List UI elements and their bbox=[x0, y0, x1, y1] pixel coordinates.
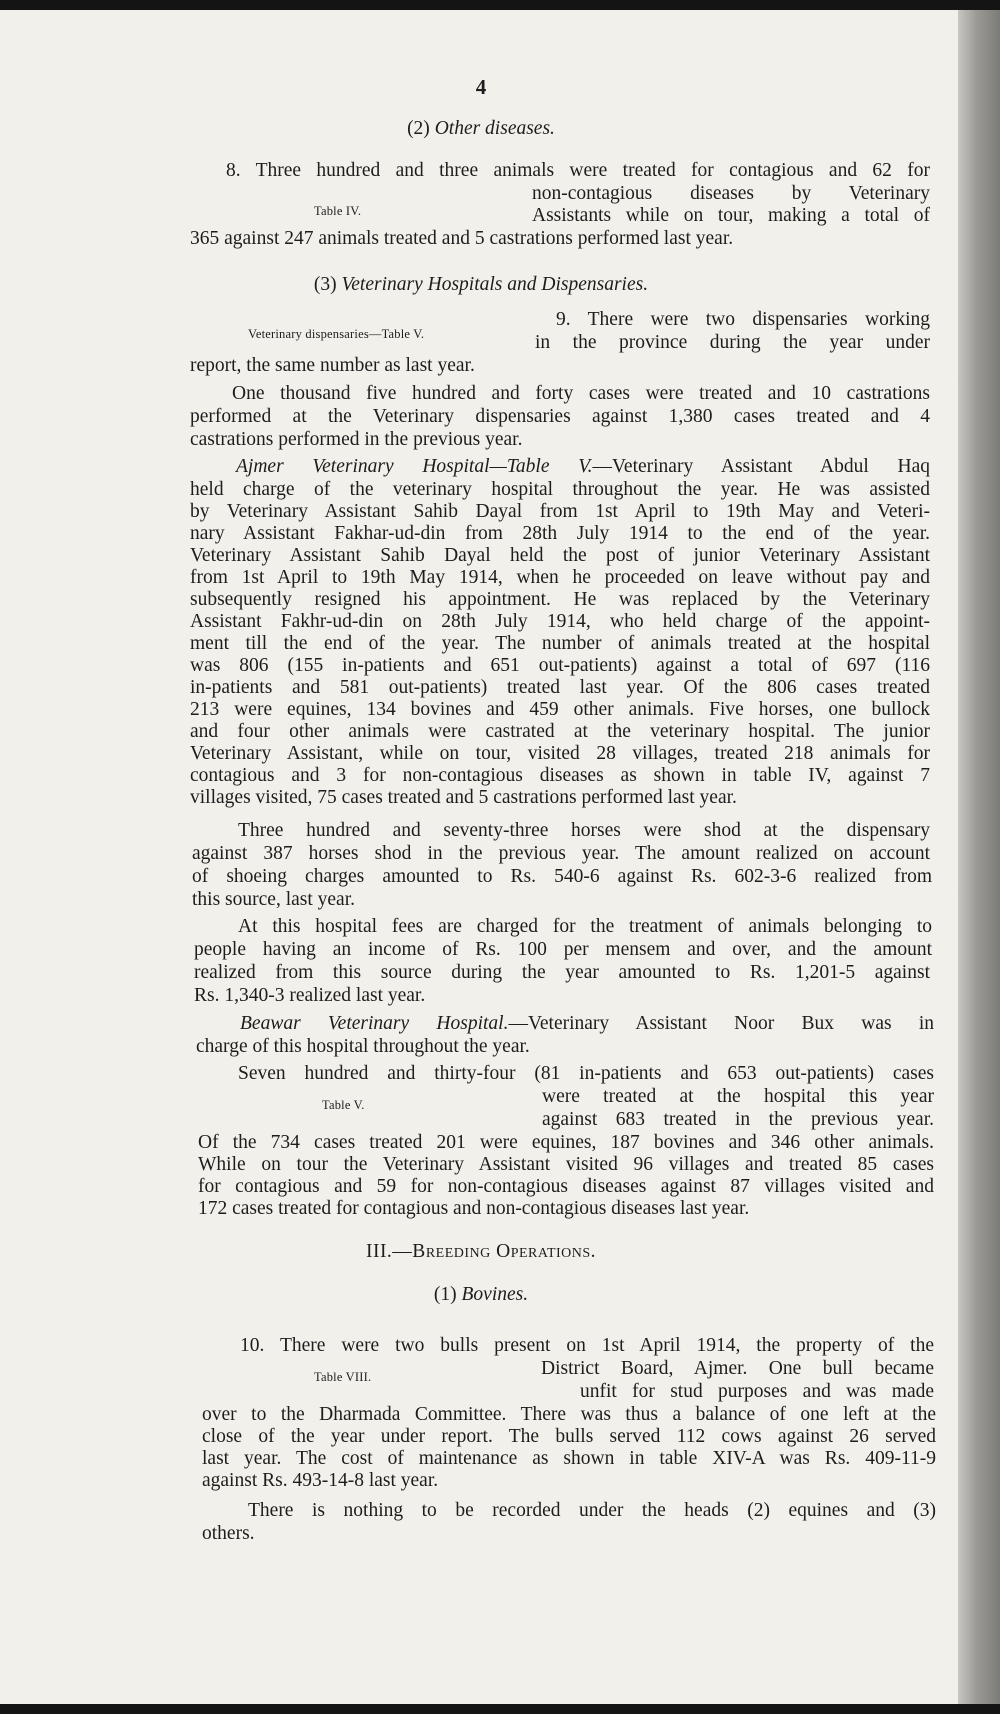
beawar-line-3: Seven hundred and thirty-four (81 in-patients and 653 out-patients) cases bbox=[238, 1063, 934, 1084]
para-10-line-3: unfit for stud purposes and was made bbox=[580, 1381, 934, 1402]
ajmer-line: contagious and 3 for non-contagious diseases as shown in table IV, against 7 bbox=[190, 765, 930, 786]
ajmer-line: Assistant Fakhr-ud-din on 28th July 1914, who held charge of the appoint- bbox=[190, 611, 930, 632]
heading-text: Veterinary Hospitals and Dispensaries. bbox=[341, 274, 649, 295]
para-8-line-1: 8. Three hundred and three animals were treated for contagious and 62 for bbox=[226, 160, 930, 181]
para-10-paragraph bbox=[202, 1404, 936, 1492]
heading-number: (1) bbox=[433, 1284, 457, 1305]
para-cases-line-1: One thousand five hundred and forty cases were treated and 10 castrations bbox=[232, 383, 930, 404]
para-10-line: against Rs. 493-14-8 last year. bbox=[202, 1470, 439, 1491]
beawar-line: While on tour the Veterinary Assistant visited 96 villages and treated 85 cases bbox=[198, 1154, 934, 1175]
para-9-line-1: 9. There were two dispensaries working bbox=[556, 309, 930, 330]
fees-line-3: realized from this source during the year amounted to Rs. 1,201-5 against bbox=[194, 962, 930, 983]
beawar-first-rest: —Veterinary Assistant Noor Bux was in bbox=[508, 1013, 934, 1034]
closing-line-1: There is nothing to be recorded under the heads (2) equines and (3) bbox=[248, 1500, 936, 1521]
shoeing-line-3: of shoeing charges amounted to Rs. 540-6 against Rs. 602-3-6 realized from bbox=[192, 866, 932, 887]
beawar-line: for contagious and 59 for non-contagious diseases against 87 villages visited and bbox=[198, 1176, 934, 1197]
ajmer-line: and four other animals were castrated at the veterinary hospital. The junior bbox=[190, 721, 930, 742]
beawar-first-line bbox=[240, 1013, 934, 1035]
ajmer-line: held charge of the veterinary hospital throughout the year. He was assisted bbox=[190, 479, 930, 500]
heading-bovines bbox=[0, 1284, 962, 1306]
page-number: 4 bbox=[475, 75, 487, 99]
margin-note-table-v: Table V. bbox=[322, 1098, 365, 1112]
heading-other-diseases bbox=[0, 118, 962, 140]
document-page bbox=[0, 10, 962, 1704]
fees-line-4: Rs. 1,340-3 realized last year. bbox=[194, 985, 426, 1006]
heading-text: Other diseases. bbox=[434, 118, 555, 139]
para-10-line-2: District Board, Ajmer. One bull became bbox=[541, 1358, 934, 1379]
para-cases-line-3: castrations performed in the previous year. bbox=[190, 429, 523, 450]
beawar-line: 172 cases treated for contagious and non-contagious diseases last year. bbox=[198, 1198, 750, 1219]
ajmer-line: ment till the end of the year. The number of animals treated at the hospital bbox=[190, 633, 930, 654]
heading-text: Bovines. bbox=[461, 1284, 529, 1305]
heading-breeding: III.—Breeding Operations. bbox=[365, 1241, 597, 1262]
ajmer-paragraph bbox=[190, 479, 930, 809]
para-cases-line-2: performed at the Veterinary dispensaries against 1,380 cases treated and 4 bbox=[190, 406, 930, 427]
para-9-line-3: report, the same number as last year. bbox=[190, 355, 475, 376]
margin-note-table-viii: Table VIII. bbox=[314, 1370, 372, 1384]
ajmer-first-rest: —Veterinary Assistant Abdul Haq bbox=[592, 456, 930, 477]
beawar-paragraph bbox=[198, 1132, 934, 1220]
binding-edge bbox=[958, 10, 1000, 1704]
para-8-line-2: non-contagious diseases by Veterinary bbox=[532, 183, 930, 204]
beawar-title: Beawar Veterinary Hospital. bbox=[240, 1013, 509, 1034]
ajmer-line: Veterinary Assistant, while on tour, visited 28 villages, treated 218 animals for bbox=[190, 743, 930, 764]
ajmer-line: Veterinary Assistant Sahib Dayal held the post of junior Veterinary Assistant bbox=[190, 545, 930, 566]
closing-line-2: others. bbox=[202, 1523, 255, 1544]
para-8-line-4: 365 against 247 animals treated and 5 castrations performed last year. bbox=[190, 228, 734, 249]
para-10-line-1: 10. There were two bulls present on 1st April 1914, the property of the bbox=[240, 1335, 934, 1356]
beawar-line-2: charge of this hospital throughout the year. bbox=[196, 1036, 530, 1057]
scanned-page bbox=[0, 10, 962, 1704]
heading-number: (3) bbox=[313, 274, 337, 295]
margin-note-dispensaries: Veterinary dispensaries—Table V. bbox=[248, 327, 425, 341]
ajmer-line: villages visited, 75 cases treated and 5 castrations performed last year. bbox=[190, 787, 737, 808]
beawar-line-4: were treated at the hospital this year bbox=[542, 1086, 934, 1107]
ajmer-first-line bbox=[236, 456, 930, 478]
para-10-line: over to the Dharmada Committee. There was thus a balance of one left at the bbox=[202, 1404, 936, 1425]
fees-line-1: At this hospital fees are charged for the treatment of animals belonging to bbox=[238, 916, 932, 937]
ajmer-line: by Veterinary Assistant Sahib Dayal from 1st April to 19th May and Veteri- bbox=[190, 501, 930, 522]
beawar-line-5: against 683 treated in the previous year. bbox=[542, 1109, 934, 1130]
shoeing-line-1: Three hundred and seventy-three horses were shod at the dispensary bbox=[238, 820, 930, 841]
ajmer-line: 213 were equines, 134 bovines and 459 other animals. Five horses, one bullock bbox=[190, 699, 930, 720]
para-10-line: last year. The cost of maintenance as shown in table XIV-A was Rs. 409-11-9 bbox=[202, 1448, 936, 1469]
para-9-line-2: in the province during the year under bbox=[535, 332, 930, 353]
ajmer-line: was 806 (155 in-patients and 651 out-patients) against a total of 697 (116 bbox=[190, 655, 930, 676]
margin-note-table-iv: Table IV. bbox=[314, 204, 362, 218]
ajmer-line: from 1st April to 19th May 1914, when he proceeded on leave without pay and bbox=[190, 567, 930, 588]
beawar-line: Of the 734 cases treated 201 were equines, 187 bovines and 346 other animals. bbox=[198, 1132, 934, 1153]
ajmer-line: in-patients and 581 out-patients) treated last year. Of the 806 cases treated bbox=[190, 677, 930, 698]
para-10-line: close of the year under report. The bulls served 112 cows against 26 served bbox=[202, 1426, 936, 1447]
heading-hospitals bbox=[0, 274, 962, 296]
shoeing-line-2: against 387 horses shod in the previous year. The amount realized on account bbox=[192, 843, 930, 864]
ajmer-line: subsequently resigned his appointment. He was replaced by the Veterinary bbox=[190, 589, 930, 610]
fees-line-2: people having an income of Rs. 100 per mensem and over, and the amount bbox=[194, 939, 932, 960]
ajmer-line: nary Assistant Fakhar-ud-din from 28th July 1914 to the end of the year. bbox=[190, 523, 930, 544]
heading-number: (2) bbox=[407, 118, 430, 139]
shoeing-line-4: this source, last year. bbox=[192, 889, 355, 910]
ajmer-title: Ajmer Veterinary Hospital—Table V. bbox=[236, 456, 593, 477]
para-8-line-3: Assistants while on tour, making a total of bbox=[532, 205, 930, 226]
